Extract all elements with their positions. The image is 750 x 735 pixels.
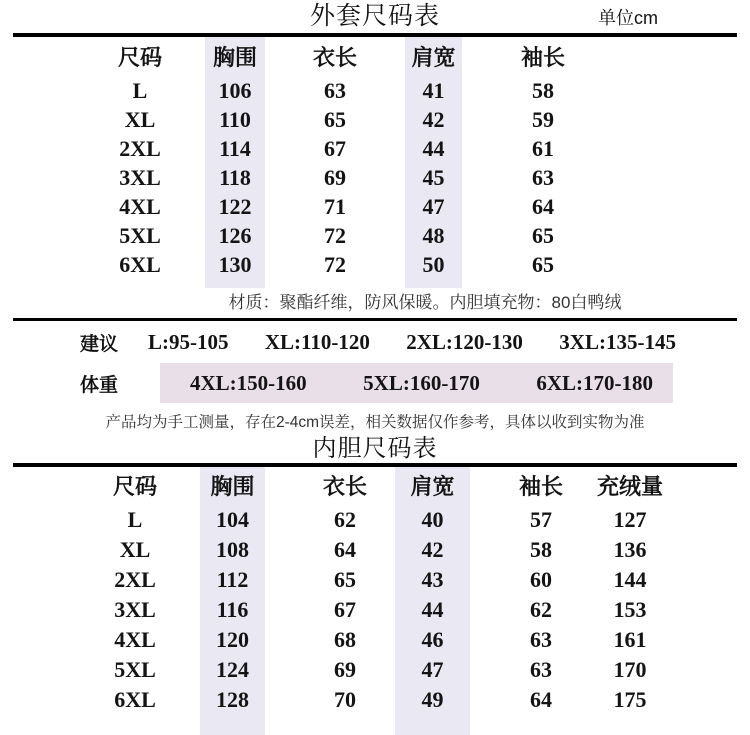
suggestion-label: 建议 bbox=[80, 334, 119, 355]
sleeve-cell: 62 bbox=[530, 596, 552, 622]
size-cell: 5XL bbox=[114, 656, 156, 682]
sleeve-cell: 63 bbox=[532, 165, 554, 190]
chest-cell: 104 bbox=[200, 505, 265, 535]
sleeve-cell: 64 bbox=[530, 686, 552, 712]
sleeve-cell: 61 bbox=[532, 136, 554, 161]
table-row bbox=[0, 625, 750, 655]
column-header-chest: 胸围 bbox=[205, 37, 265, 77]
outer-size-table bbox=[0, 37, 750, 288]
chest-cell: 118 bbox=[205, 164, 265, 193]
chest-cell: 110 bbox=[205, 106, 265, 135]
size-cell: 4XL bbox=[119, 194, 161, 219]
outer-table-title: 外套尺码表 bbox=[309, 2, 440, 30]
length-cell: 69 bbox=[334, 656, 356, 682]
shoulder-cell: 42 bbox=[395, 535, 470, 565]
table-row bbox=[0, 222, 750, 251]
weight-value: 4XL:150-160 bbox=[190, 370, 307, 395]
sleeve-cell: 57 bbox=[530, 506, 552, 532]
length-cell: 62 bbox=[334, 506, 356, 532]
chest-cell: 126 bbox=[205, 222, 265, 251]
down-fill-cell: 153 bbox=[613, 596, 647, 622]
table-row bbox=[0, 106, 750, 135]
shoulder-cell: 44 bbox=[405, 135, 462, 164]
shoulder-cell: 45 bbox=[405, 164, 462, 193]
size-cell: 4XL bbox=[114, 626, 156, 652]
chest-cell: 128 bbox=[200, 685, 265, 715]
chest-cell: 114 bbox=[205, 135, 265, 164]
down-fill-cell: 161 bbox=[613, 626, 647, 652]
down-fill-cell: 170 bbox=[613, 656, 647, 682]
weight-value: 6XL:170-180 bbox=[536, 370, 653, 395]
length-cell: 69 bbox=[324, 165, 346, 190]
liner-table-column-headers bbox=[0, 467, 750, 505]
down-fill-cell: 175 bbox=[613, 686, 647, 712]
suggestion-value: XL:110-120 bbox=[264, 330, 370, 354]
unit-label: 单位cm bbox=[598, 8, 658, 28]
shoulder-cell: 46 bbox=[395, 625, 470, 655]
suggestion-value: 3XL:135-145 bbox=[559, 330, 676, 354]
weight-label: 体重 bbox=[80, 374, 119, 396]
table-row bbox=[0, 685, 750, 715]
size-cell: 2XL bbox=[114, 566, 156, 592]
chest-cell: 120 bbox=[200, 625, 265, 655]
length-cell: 63 bbox=[324, 78, 346, 103]
table-row bbox=[0, 505, 750, 535]
table-row bbox=[0, 535, 750, 565]
length-cell: 67 bbox=[334, 596, 356, 622]
divider-middle bbox=[13, 318, 737, 322]
down-fill-cell: 136 bbox=[613, 536, 647, 562]
column-header-size: 尺码 bbox=[117, 45, 162, 70]
spacer-cell bbox=[200, 715, 265, 735]
column-header-shoulder: 肩宽 bbox=[405, 37, 462, 77]
table-row bbox=[0, 135, 750, 164]
chest-cell: 112 bbox=[200, 565, 265, 595]
length-cell: 64 bbox=[334, 536, 356, 562]
down-fill-cell: 144 bbox=[613, 566, 647, 592]
chest-cell: 108 bbox=[200, 535, 265, 565]
table-row bbox=[0, 565, 750, 595]
spacer-cell bbox=[205, 280, 265, 288]
chest-cell: 130 bbox=[205, 251, 265, 280]
suggestion-value: 2XL:120-130 bbox=[406, 330, 523, 354]
column-header-size: 尺码 bbox=[112, 474, 157, 499]
size-cell: 2XL bbox=[119, 136, 161, 161]
sleeve-cell: 63 bbox=[530, 626, 552, 652]
column-header-sleeve: 袖长 bbox=[518, 474, 563, 499]
length-cell: 71 bbox=[324, 194, 346, 219]
weight-value: 5XL:160-170 bbox=[363, 370, 480, 395]
length-cell: 72 bbox=[324, 223, 346, 248]
size-cell: 3XL bbox=[119, 165, 161, 190]
weight-highlight-band bbox=[160, 363, 673, 403]
column-header-shoulder: 肩宽 bbox=[395, 467, 470, 505]
shoulder-cell: 47 bbox=[405, 193, 462, 222]
column-header-length: 衣长 bbox=[312, 45, 357, 70]
size-cell: L bbox=[127, 506, 143, 532]
sleeve-cell: 60 bbox=[530, 566, 552, 592]
sleeve-cell: 65 bbox=[532, 252, 554, 277]
suggestion-row bbox=[0, 329, 750, 356]
chest-cell: 124 bbox=[200, 655, 265, 685]
shoulder-cell: 41 bbox=[405, 77, 462, 106]
sleeve-cell: 64 bbox=[532, 194, 554, 219]
size-cell: 6XL bbox=[114, 686, 156, 712]
size-cell: 3XL bbox=[114, 596, 156, 622]
spacer-cell bbox=[395, 715, 470, 735]
shoulder-cell: 44 bbox=[395, 595, 470, 625]
table-row bbox=[0, 251, 750, 280]
liner-size-table bbox=[0, 467, 750, 735]
length-cell: 67 bbox=[324, 136, 346, 161]
chest-cell: 122 bbox=[205, 193, 265, 222]
shoulder-cell: 47 bbox=[395, 655, 470, 685]
outer-table-column-headers bbox=[0, 37, 750, 77]
table-row bbox=[0, 164, 750, 193]
size-cell: L bbox=[132, 78, 148, 103]
sleeve-cell: 58 bbox=[532, 78, 554, 103]
length-cell: 68 bbox=[334, 626, 356, 652]
column-header-chest: 胸围 bbox=[200, 467, 265, 505]
spacer-cell bbox=[405, 280, 462, 288]
chest-cell: 116 bbox=[200, 595, 265, 625]
size-cell: XL bbox=[119, 536, 151, 562]
down-fill-cell: 127 bbox=[613, 506, 647, 532]
outer-table-body bbox=[0, 77, 750, 280]
length-cell: 65 bbox=[334, 566, 356, 592]
size-cell: 6XL bbox=[119, 252, 161, 277]
sleeve-cell: 58 bbox=[530, 536, 552, 562]
size-cell: 5XL bbox=[119, 223, 161, 248]
shoulder-cell: 48 bbox=[405, 222, 462, 251]
material-note: 材质：聚酯纤维，防风保暖。内胆填充物：80白鸭绒 bbox=[228, 292, 622, 312]
column-header-down-fill: 充绒量 bbox=[596, 474, 663, 499]
measurement-disclaimer: 产品均为手工测量，存在2-4cm误差，相关数据仅作参考，具体以收到实物为准 bbox=[105, 414, 645, 431]
liner-table-title: 内胆尺码表 bbox=[312, 435, 438, 462]
chest-cell: 106 bbox=[205, 77, 265, 106]
table-row bbox=[0, 193, 750, 222]
shoulder-cell: 40 bbox=[395, 505, 470, 535]
suggestion-values bbox=[148, 330, 676, 355]
column-header-length: 衣长 bbox=[322, 474, 367, 499]
shoulder-cell: 42 bbox=[405, 106, 462, 135]
table-row bbox=[0, 77, 750, 106]
liner-table-body bbox=[0, 505, 750, 715]
shoulder-cell: 49 bbox=[395, 685, 470, 715]
length-cell: 72 bbox=[324, 252, 346, 277]
table-row bbox=[0, 595, 750, 625]
column-header-sleeve: 袖长 bbox=[520, 45, 565, 70]
sleeve-cell: 63 bbox=[530, 656, 552, 682]
length-cell: 70 bbox=[334, 686, 356, 712]
liner-table-spacer bbox=[0, 715, 750, 735]
length-cell: 65 bbox=[324, 107, 346, 132]
shoulder-cell: 43 bbox=[395, 565, 470, 595]
sleeve-cell: 65 bbox=[532, 223, 554, 248]
outer-table-titlebar bbox=[0, 0, 750, 33]
sleeve-cell: 59 bbox=[532, 107, 554, 132]
size-cell: XL bbox=[124, 107, 156, 132]
suggestion-value: L:95-105 bbox=[148, 330, 229, 354]
outer-table-spacer bbox=[0, 280, 750, 288]
weight-row bbox=[0, 363, 750, 403]
table-row bbox=[0, 655, 750, 685]
shoulder-cell: 50 bbox=[405, 251, 462, 280]
